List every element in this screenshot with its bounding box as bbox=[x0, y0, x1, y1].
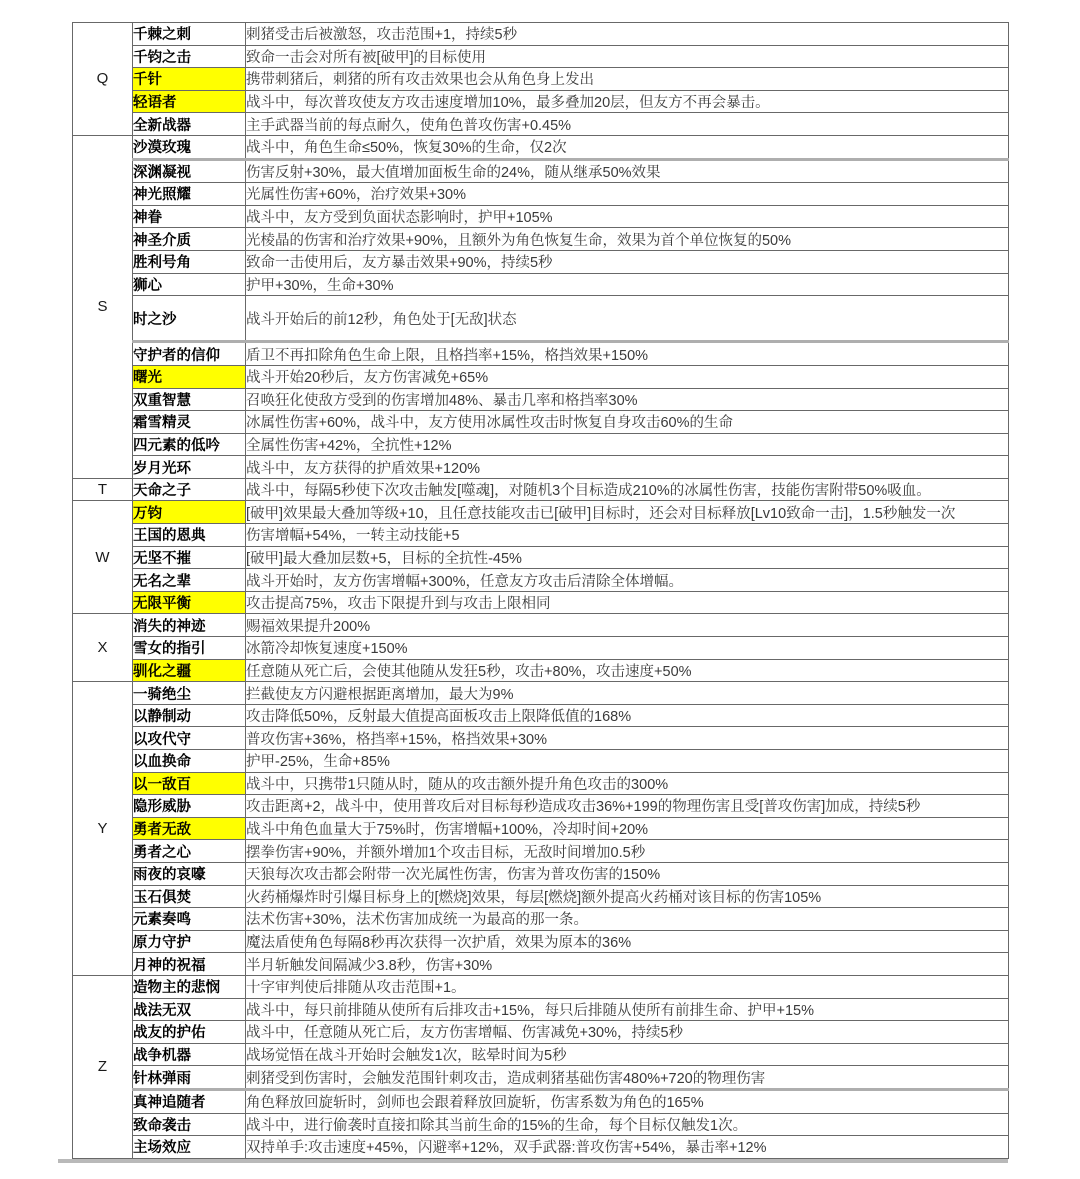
table-row bbox=[73, 569, 1009, 592]
section-letter-cell: S bbox=[73, 135, 133, 478]
skill-desc-cell: 战斗开始时，友方伤害增幅+300%，任意友方攻击后清除全体增幅。 bbox=[246, 569, 1009, 592]
skill-desc-cell: 冰属性伤害+60%，战斗中，友方使用冰属性攻击时恢复自身攻击60%的生命 bbox=[246, 411, 1009, 434]
table-row bbox=[73, 183, 1009, 206]
skill-name-cell: 天命之子 bbox=[133, 478, 246, 501]
skill-name-cell: 原力守护 bbox=[133, 930, 246, 953]
skill-name-cell: 勇者之心 bbox=[133, 840, 246, 863]
skill-desc-cell: 致命一击会对所有被[破甲]的目标使用 bbox=[246, 45, 1009, 68]
skill-desc-cell: 普攻伤害+36%，格挡率+15%，格挡效果+30% bbox=[246, 727, 1009, 750]
skill-desc-cell: 半月斩触发间隔减少3.8秒，伤害+30% bbox=[246, 953, 1009, 976]
section-letter-cell: Z bbox=[73, 975, 133, 1158]
skill-table-body bbox=[73, 23, 1009, 1159]
table-row bbox=[73, 524, 1009, 547]
table-row bbox=[73, 772, 1009, 795]
table-row bbox=[73, 682, 1009, 705]
skill-desc-cell: 攻击降低50%，反射最大值提高面板攻击上限降低值的168% bbox=[246, 704, 1009, 727]
skill-desc-cell: [破甲]效果最大叠加等级+10，且任意技能攻击已[破甲]目标时，还会对目标释放[Lv10致命一击]，1.5秒触发一次 bbox=[246, 501, 1009, 524]
skill-desc-cell: 战斗中，友方获得的护盾效果+120% bbox=[246, 456, 1009, 479]
section-letter-cell: T bbox=[73, 478, 133, 501]
table-row bbox=[73, 365, 1009, 388]
skill-desc-cell: 刺猪受到伤害时，会触发范围针刺攻击，造成刺猪基础伤害480%+720的物理伤害 bbox=[246, 1066, 1009, 1090]
skill-desc-cell: 拦截使友方闪避根据距离增加，最大为9% bbox=[246, 682, 1009, 705]
skill-desc-cell: 战斗中角色血量大于75%时，伤害增幅+100%，冷却时间+20% bbox=[246, 817, 1009, 840]
table-row bbox=[73, 975, 1009, 998]
table-row bbox=[73, 704, 1009, 727]
skill-desc-cell: 战场觉悟在战斗开始时会触发1次，眩晕时间为5秒 bbox=[246, 1043, 1009, 1066]
table-row bbox=[73, 840, 1009, 863]
table-row bbox=[73, 795, 1009, 818]
skill-name-cell: 无坚不摧 bbox=[133, 546, 246, 569]
skill-desc-cell: 伤害反射+30%，最大值增加面板生命的24%，随从继承50%效果 bbox=[246, 159, 1009, 183]
skill-name-cell: 以攻代守 bbox=[133, 727, 246, 750]
skill-name-cell: 一骑绝尘 bbox=[133, 682, 246, 705]
skill-name-cell: 狮心 bbox=[133, 273, 246, 296]
table-row bbox=[73, 250, 1009, 273]
skill-name-cell: 无名之辈 bbox=[133, 569, 246, 592]
skill-desc-cell: 战斗中，任意随从死亡后，友方伤害增幅、伤害减免+30%，持续5秒 bbox=[246, 1021, 1009, 1044]
skill-desc-cell: 双持单手:攻击速度+45%，闪避率+12%，双手武器:普攻伤害+54%，暴击率+12% bbox=[246, 1136, 1009, 1159]
skill-name-cell: 战法无双 bbox=[133, 998, 246, 1021]
skill-name-cell: 雨夜的哀嚎 bbox=[133, 862, 246, 885]
skill-desc-cell: 冰箭冷却恢复速度+150% bbox=[246, 637, 1009, 660]
skill-name-cell: 以血换命 bbox=[133, 750, 246, 773]
skill-desc-cell: 全属性伤害+42%，全抗性+12% bbox=[246, 433, 1009, 456]
table-bottom-shadow bbox=[58, 1159, 1008, 1163]
skill-name-cell: 驯化之疆 bbox=[133, 659, 246, 682]
table-row bbox=[73, 1136, 1009, 1159]
table-row bbox=[73, 637, 1009, 660]
skill-name-cell: 神眷 bbox=[133, 205, 246, 228]
section-letter-cell: X bbox=[73, 614, 133, 682]
skill-name-cell: 轻语者 bbox=[133, 90, 246, 113]
skill-name-cell: 玉石俱焚 bbox=[133, 885, 246, 908]
skill-desc-cell: 光属性伤害+60%，治疗效果+30% bbox=[246, 183, 1009, 206]
skill-desc-cell: 战斗中，每只前排随从使所有后排攻击+15%，每只后排随从使所有前排生命、护甲+15% bbox=[246, 998, 1009, 1021]
table-row bbox=[73, 456, 1009, 479]
table-row bbox=[73, 273, 1009, 296]
skill-desc-cell: [破甲]最大叠加层数+5，目标的全抗性-45% bbox=[246, 546, 1009, 569]
skill-name-cell: 元素奏鸣 bbox=[133, 908, 246, 931]
skill-name-cell: 神圣介质 bbox=[133, 228, 246, 251]
skill-desc-cell: 战斗中，友方受到负面状态影响时，护甲+105% bbox=[246, 205, 1009, 228]
skill-name-cell: 双重智慧 bbox=[133, 388, 246, 411]
table-row bbox=[73, 750, 1009, 773]
skill-name-cell: 致命袭击 bbox=[133, 1113, 246, 1136]
skill-desc-cell: 攻击距离+2，战斗中，使用普攻后对目标每秒造成攻击36%+199的物理伤害且受[普攻伤害]加成，持续5秒 bbox=[246, 795, 1009, 818]
skill-name-cell: 月神的祝福 bbox=[133, 953, 246, 976]
skill-desc-cell: 攻击提高75%，攻击下限提升到与攻击上限相同 bbox=[246, 591, 1009, 614]
table-row bbox=[73, 433, 1009, 456]
table-row bbox=[73, 68, 1009, 91]
skill-name-cell: 神光照耀 bbox=[133, 183, 246, 206]
skill-desc-cell: 致命一击使用后，友方暴击效果+90%，持续5秒 bbox=[246, 250, 1009, 273]
table-row bbox=[73, 159, 1009, 183]
skill-table bbox=[72, 22, 1009, 1159]
table-row bbox=[73, 45, 1009, 68]
skill-desc-cell: 任意随从死亡后，会使其他随从发狂5秒，攻击+80%，攻击速度+50% bbox=[246, 659, 1009, 682]
table-row bbox=[73, 228, 1009, 251]
table-row bbox=[73, 930, 1009, 953]
skill-desc-cell: 战斗开始20秒后，友方伤害减免+65% bbox=[246, 365, 1009, 388]
skill-desc-cell: 刺猪受击后被激怒，攻击范围+1，持续5秒 bbox=[246, 23, 1009, 46]
table-row bbox=[73, 342, 1009, 366]
skill-name-cell: 隐形威胁 bbox=[133, 795, 246, 818]
skill-desc-cell: 魔法盾使角色每隔8秒再次获得一次护盾，效果为原本的36% bbox=[246, 930, 1009, 953]
skill-name-cell: 岁月光环 bbox=[133, 456, 246, 479]
skill-desc-cell: 摆拳伤害+90%，并额外增加1个攻击目标，无敌时间增加0.5秒 bbox=[246, 840, 1009, 863]
table-row bbox=[73, 862, 1009, 885]
skill-desc-cell: 天狼每次攻击都会附带一次光属性伤害，伤害为普攻伤害的150% bbox=[246, 862, 1009, 885]
skill-desc-cell: 十字审判使后排随从攻击范围+1。 bbox=[246, 975, 1009, 998]
skill-name-cell: 全新战器 bbox=[133, 113, 246, 136]
table-row bbox=[73, 90, 1009, 113]
section-letter-cell: W bbox=[73, 501, 133, 614]
skill-desc-cell: 光棱晶的伤害和治疗效果+90%，且额外为角色恢复生命，效果为首个单位恢复的50% bbox=[246, 228, 1009, 251]
skill-name-cell: 曙光 bbox=[133, 365, 246, 388]
skill-desc-cell: 伤害增幅+54%，一转主动技能+5 bbox=[246, 524, 1009, 547]
skill-desc-cell: 战斗中，每隔5秒使下次攻击触发[噬魂]，对随机3个目标造成210%的冰属性伤害，技能伤害附带50%吸血。 bbox=[246, 478, 1009, 501]
skill-name-cell: 时之沙 bbox=[133, 296, 246, 342]
table-row bbox=[73, 591, 1009, 614]
skill-name-cell: 雪女的指引 bbox=[133, 637, 246, 660]
table-row bbox=[73, 546, 1009, 569]
skill-name-cell: 万钧 bbox=[133, 501, 246, 524]
table-row bbox=[73, 135, 1009, 159]
skill-name-cell: 守护者的信仰 bbox=[133, 342, 246, 366]
skill-desc-cell: 战斗中，进行偷袭时直接扣除其当前生命的15%的生命，每个目标仅触发1次。 bbox=[246, 1113, 1009, 1136]
skill-name-cell: 无限平衡 bbox=[133, 591, 246, 614]
skill-name-cell: 霜雪精灵 bbox=[133, 411, 246, 434]
skill-desc-cell: 赐福效果提升200% bbox=[246, 614, 1009, 637]
skill-desc-cell: 战斗中，每次普攻使友方攻击速度增加10%，最多叠加20层，但友方不再会暴击。 bbox=[246, 90, 1009, 113]
table-row bbox=[73, 953, 1009, 976]
skill-name-cell: 主场效应 bbox=[133, 1136, 246, 1159]
skill-name-cell: 深渊凝视 bbox=[133, 159, 246, 183]
table-row bbox=[73, 23, 1009, 46]
skill-name-cell: 针林弹雨 bbox=[133, 1066, 246, 1090]
table-row bbox=[73, 296, 1009, 342]
table-row bbox=[73, 478, 1009, 501]
table-row bbox=[73, 817, 1009, 840]
skill-table-wrapper bbox=[72, 22, 1009, 1163]
table-row bbox=[73, 1066, 1009, 1090]
table-row bbox=[73, 1021, 1009, 1044]
skill-name-cell: 千钧之击 bbox=[133, 45, 246, 68]
skill-name-cell: 勇者无敌 bbox=[133, 817, 246, 840]
skill-desc-cell: 盾卫不再扣除角色生命上限，且格挡率+15%，格挡效果+150% bbox=[246, 342, 1009, 366]
table-row bbox=[73, 659, 1009, 682]
skill-desc-cell: 主手武器当前的每点耐久，使角色普攻伤害+0.45% bbox=[246, 113, 1009, 136]
skill-name-cell: 胜利号角 bbox=[133, 250, 246, 273]
skill-desc-cell: 战斗中，角色生命≤50%，恢复30%的生命，仅2次 bbox=[246, 135, 1009, 159]
table-row bbox=[73, 1089, 1009, 1113]
skill-name-cell: 消失的神迹 bbox=[133, 614, 246, 637]
table-row bbox=[73, 908, 1009, 931]
skill-desc-cell: 护甲-25%，生命+85% bbox=[246, 750, 1009, 773]
skill-desc-cell: 护甲+30%，生命+30% bbox=[246, 273, 1009, 296]
skill-name-cell: 四元素的低吟 bbox=[133, 433, 246, 456]
skill-name-cell: 千棘之刺 bbox=[133, 23, 246, 46]
skill-desc-cell: 召唤狂化使敌方受到的伤害增加48%、暴击几率和格挡率30% bbox=[246, 388, 1009, 411]
skill-name-cell: 以静制动 bbox=[133, 704, 246, 727]
table-row bbox=[73, 388, 1009, 411]
skill-name-cell: 以一敌百 bbox=[133, 772, 246, 795]
section-letter-cell: Y bbox=[73, 682, 133, 976]
table-row bbox=[73, 501, 1009, 524]
skill-name-cell: 千针 bbox=[133, 68, 246, 91]
table-row bbox=[73, 113, 1009, 136]
skill-desc-cell: 法术伤害+30%，法术伤害加成统一为最高的那一条。 bbox=[246, 908, 1009, 931]
skill-name-cell: 战争机器 bbox=[133, 1043, 246, 1066]
skill-name-cell: 王国的恩典 bbox=[133, 524, 246, 547]
skill-desc-cell: 角色释放回旋斩时，剑师也会跟着释放回旋斩，伤害系数为角色的165% bbox=[246, 1089, 1009, 1113]
skill-name-cell: 战友的护佑 bbox=[133, 1021, 246, 1044]
skill-desc-cell: 火药桶爆炸时引爆目标身上的[燃烧]效果，每层[燃烧]额外提高火药桶对该目标的伤害105% bbox=[246, 885, 1009, 908]
table-row bbox=[73, 727, 1009, 750]
table-row bbox=[73, 998, 1009, 1021]
skill-desc-cell: 战斗中，只携带1只随从时，随从的攻击额外提升角色攻击的300% bbox=[246, 772, 1009, 795]
table-row bbox=[73, 885, 1009, 908]
table-row bbox=[73, 1043, 1009, 1066]
skill-name-cell: 真神追随者 bbox=[133, 1089, 246, 1113]
table-row bbox=[73, 205, 1009, 228]
section-letter-cell: Q bbox=[73, 23, 133, 136]
table-row bbox=[73, 1113, 1009, 1136]
skill-desc-cell: 携带刺猪后，刺猪的所有攻击效果也会从角色身上发出 bbox=[246, 68, 1009, 91]
skill-name-cell: 沙漠玫瑰 bbox=[133, 135, 246, 159]
skill-desc-cell: 战斗开始后的前12秒，角色处于[无敌]状态 bbox=[246, 296, 1009, 342]
table-row bbox=[73, 614, 1009, 637]
skill-name-cell: 造物主的悲悯 bbox=[133, 975, 246, 998]
table-row bbox=[73, 411, 1009, 434]
